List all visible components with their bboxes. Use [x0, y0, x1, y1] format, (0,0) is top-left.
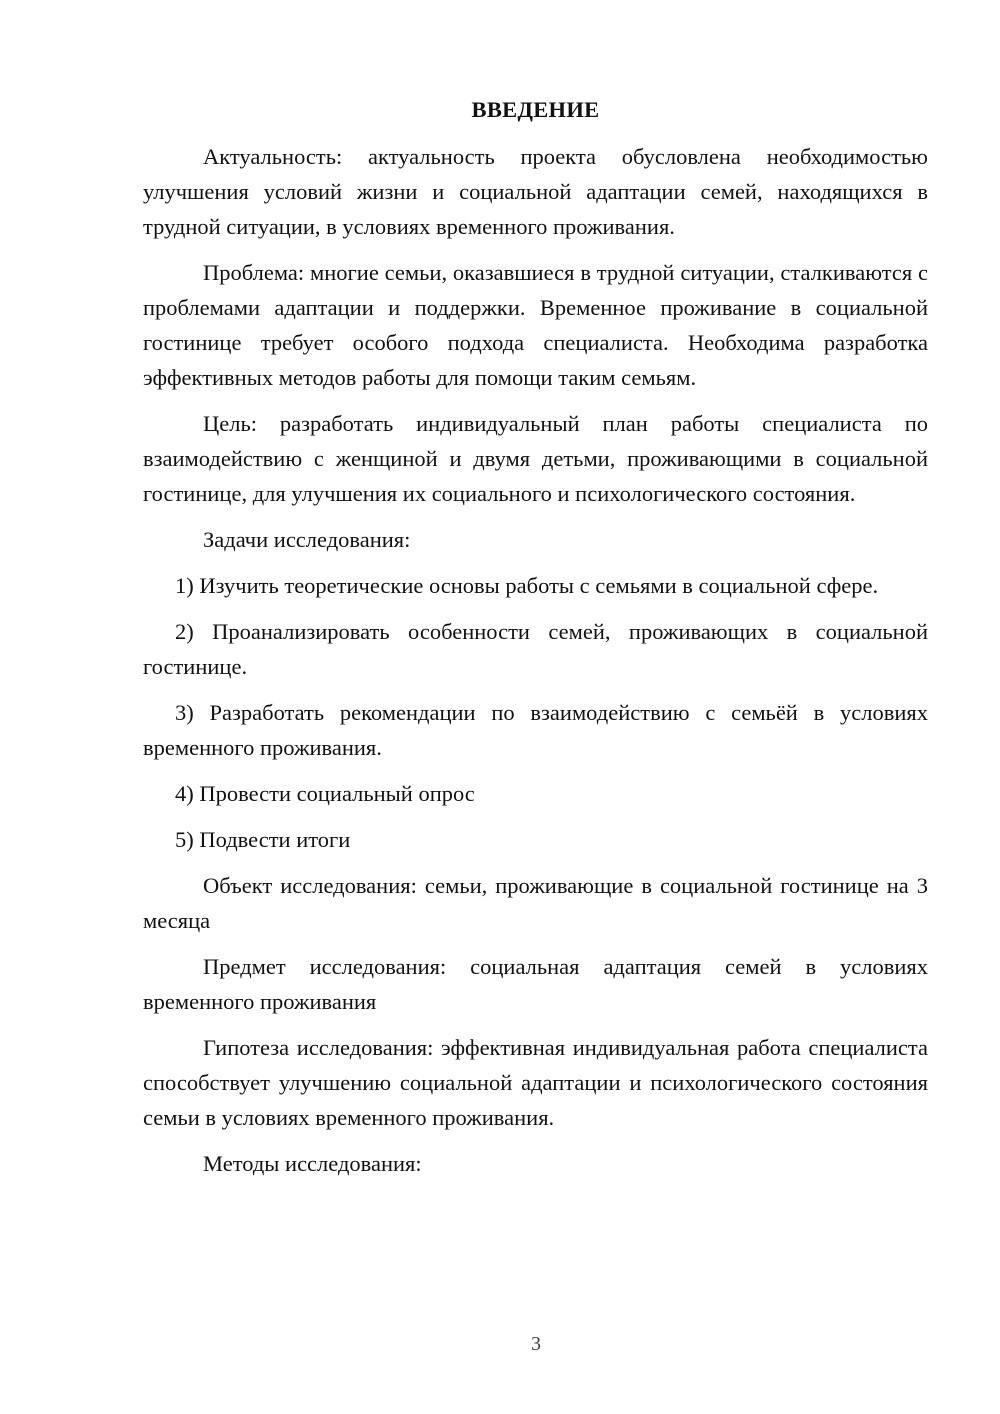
goal-paragraph: Цель: разработать индивидуальный план работы специалиста по взаимодействию с женщиной и двумя детьми, проживающими в социальной гостинице, для улучшения их социального и психологического состояния. [143, 411, 928, 506]
section-title: ВВЕДЕНИЕ [471, 97, 600, 122]
relevance-paragraph: Актуальность: актуальность проекта обусловлена необходимостью улучшения условий жизни и социальной адаптации семей, находящихся в трудной ситуации, в условиях временного проживания. [143, 144, 928, 239]
task-item-3: 3) Разработать рекомендации по взаимодействию с семьёй в условиях временного проживания. [143, 700, 928, 760]
page-number: 3 [531, 1333, 541, 1355]
tasks-heading: Задачи исследования: [203, 527, 411, 552]
task-item-2: 2) Проанализировать особенности семей, проживающих в социальной гостинице. [143, 619, 928, 679]
task-item-4: 4) Провести социальный опрос [175, 781, 475, 806]
hypothesis-paragraph: Гипотеза исследования: эффективная индивидуальная работа специалиста способствует улучшению социальной адаптации и психологического состояния семьи в условиях временного проживания. [143, 1035, 928, 1130]
problem-paragraph: Проблема: многие семьи, оказавшиеся в трудной ситуации, сталкиваются с проблемами адаптации и поддержки. Временное проживание в социальной гостинице требует особого подхода специалиста. Необходима разработка эффективных методов работы для помощи таким семьям. [143, 260, 928, 390]
task-item-1: 1) Изучить теоретические основы работы с семьями в социальной сфере. [175, 573, 879, 598]
methods-heading: Методы исследования: [203, 1151, 422, 1176]
page-content [143, 92, 928, 1192]
task-item-5: 5) Подвести итоги [175, 827, 351, 852]
object-paragraph: Объект исследования: семьи, проживающие в социальной гостинице на 3 месяца [143, 873, 928, 933]
subject-paragraph: Предмет исследования: социальная адаптация семей в условиях временного проживания [143, 954, 928, 1014]
